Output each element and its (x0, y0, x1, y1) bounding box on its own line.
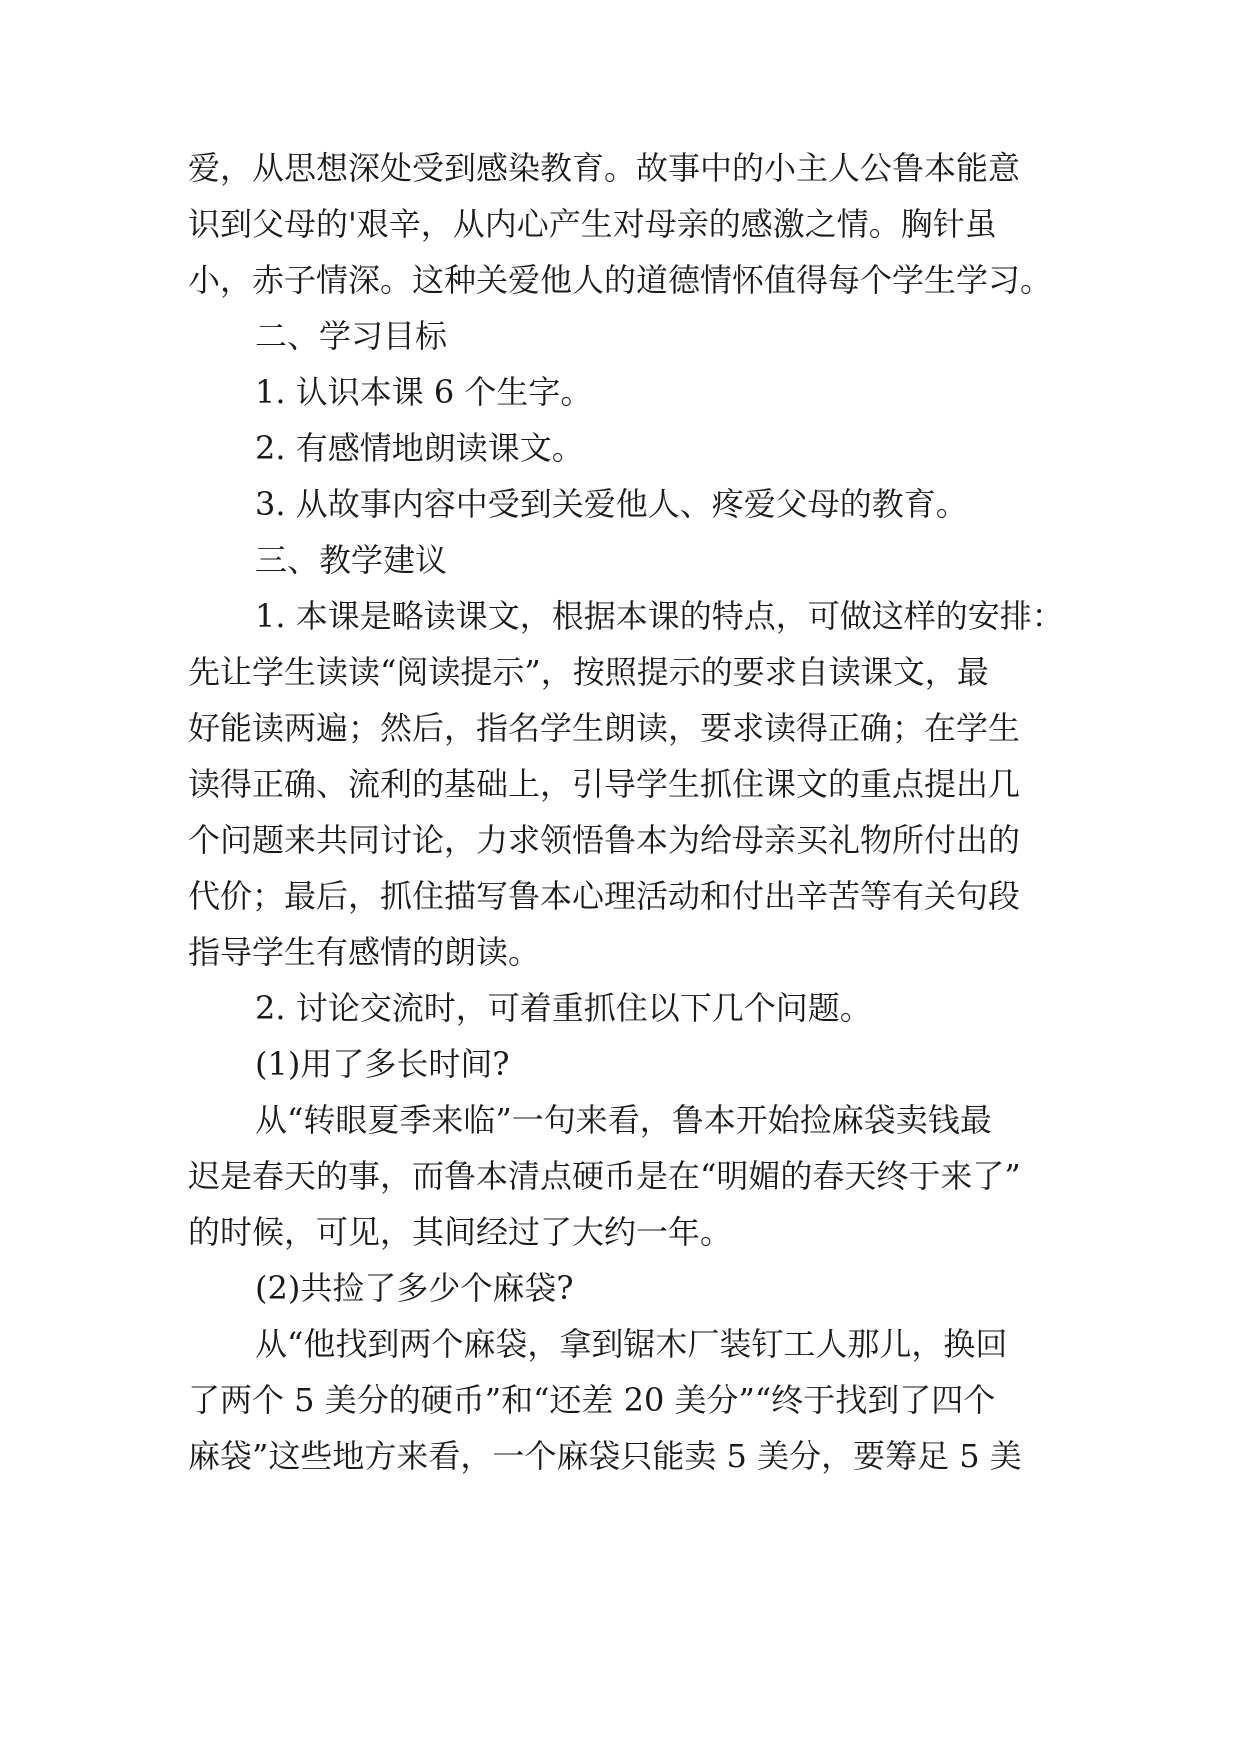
sub-question: (2)共捡了多少个麻袋? (255, 1269, 574, 1307)
list-item: 2. 讨论交流时，可着重抓住以下几个问题。 (255, 989, 872, 1027)
paragraph-line: 了两个 5 美分的硬币”和“还差 20 美分”“终于找到了四个 (188, 1381, 996, 1419)
paragraph-line: 从“他找到两个麻袋，拿到锯木厂装钉工人那儿，换回 (255, 1325, 1008, 1363)
list-item: 2. 有感情地朗读课文。 (255, 429, 584, 467)
list-item: 3. 从故事内容中受到关爱他人、疼爱父母的教育。 (255, 485, 968, 523)
section-heading: 二、学习目标 (255, 317, 448, 355)
sub-question: (1)用了多长时间? (255, 1045, 510, 1083)
paragraph-line: 的时候，可见，其间经过了大约一年。 (188, 1213, 733, 1251)
list-item: 1. 本课是略读课文，根据本课的特点，可做这样的安排： (255, 597, 1064, 635)
paragraph-line: 从“转眼夏季来临”一句来看，鲁本开始捡麻袋卖钱最 (255, 1101, 992, 1139)
paragraph-line: 小，赤子情深。这种关爱他人的道德情怀值得每个学生学习。 (188, 261, 1053, 299)
paragraph-line: 个问题来共同讨论，力求领悟鲁本为给母亲买礼物所付出的 (188, 821, 1021, 859)
paragraph-line: 爱，从思想深处受到感染教育。故事中的小主人公鲁本能意 (188, 149, 1021, 187)
paragraph-line: 好能读两遍；然后，指名学生朗读，要求读得正确；在学生 (188, 709, 1021, 747)
paragraph-line: 代价；最后，抓住描写鲁本心理活动和付出辛苦等有关句段 (188, 877, 1021, 915)
paragraph-line: 识到父母的'艰辛，从内心产生对母亲的感激之情。胸针虽 (188, 205, 997, 243)
paragraph-line: 麻袋”这些地方来看，一个麻袋只能卖 5 美分，要筹足 5 美 (188, 1437, 1022, 1475)
section-heading: 三、教学建议 (255, 541, 448, 579)
list-item: 1. 认识本课 6 个生字。 (255, 373, 593, 411)
paragraph-line: 读得正确、流利的基础上，引导学生抓住课文的重点提出几 (188, 765, 1021, 803)
paragraph-line: 先让学生读读“阅读提示”，按照提示的要求自读课文，最 (188, 653, 989, 691)
paragraph-line: 迟是春天的事，而鲁本清点硬币是在“明媚的春天终于来了” (188, 1157, 1021, 1195)
paragraph-line: 指导学生有感情的朗读。 (188, 933, 541, 971)
